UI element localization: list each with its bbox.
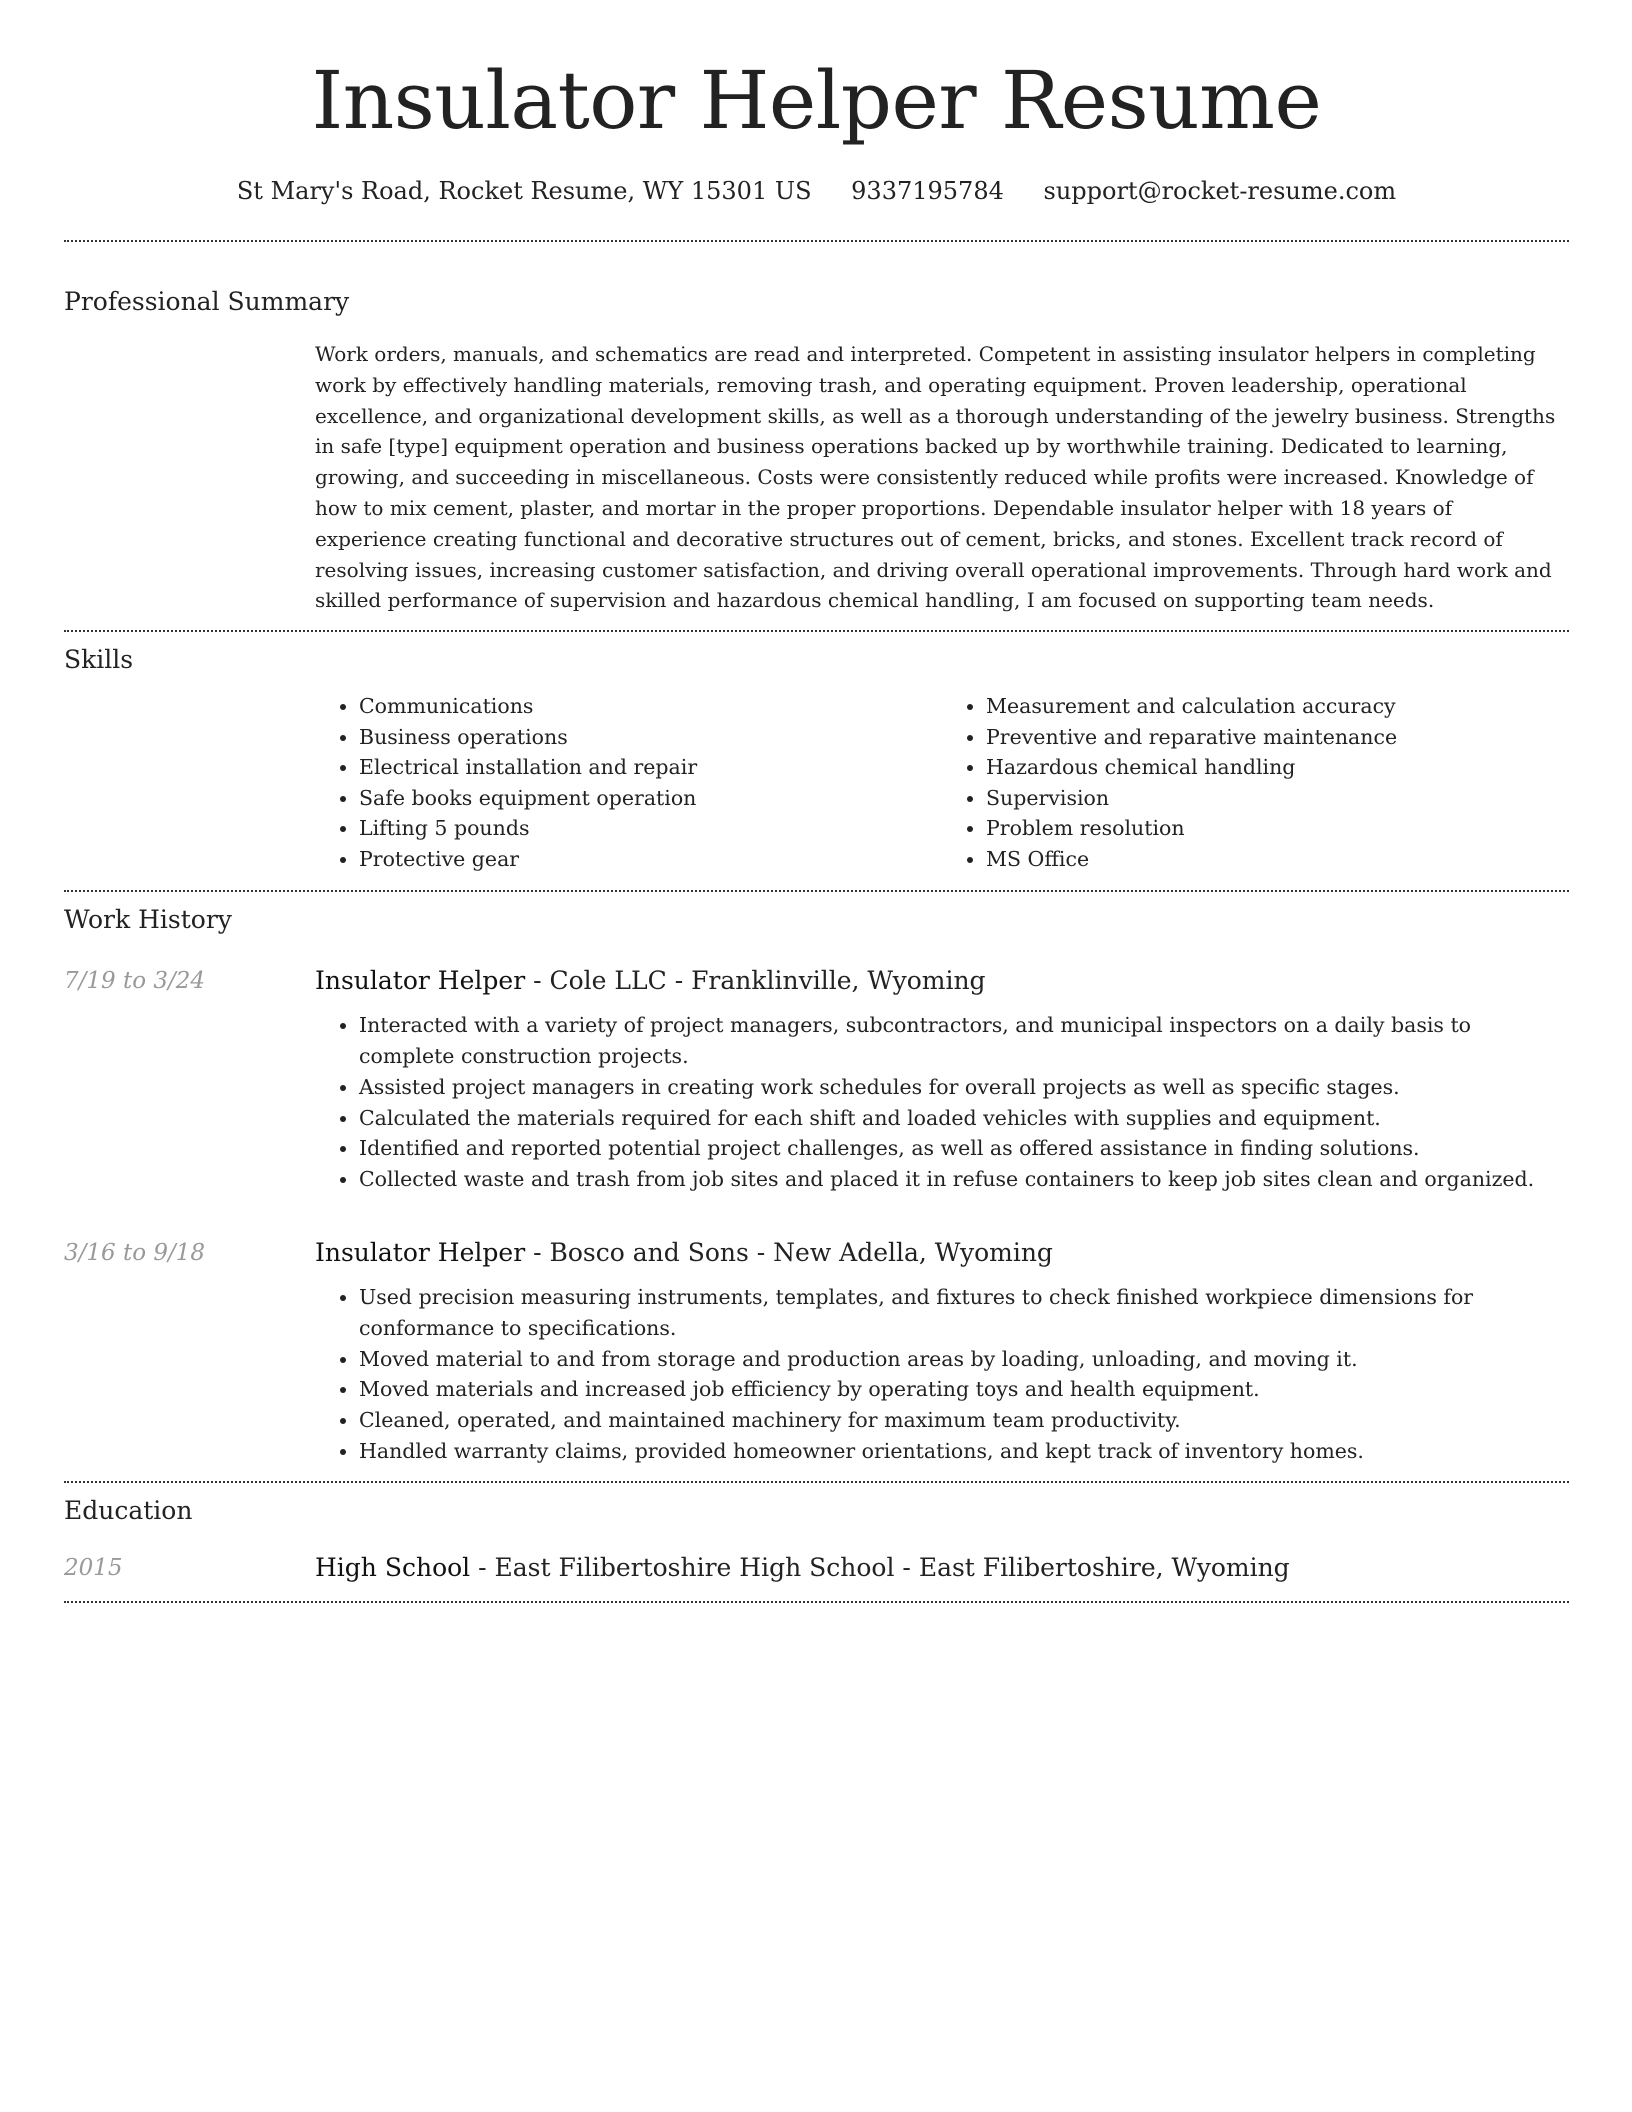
education-heading-line	[315, 1553, 1569, 1583]
resume-page	[64, 0, 1569, 1603]
skill-item: • Problem resolution	[986, 813, 1569, 844]
job-bullet: • Collected waste and trash from job sites and placed it in refuse containers to keep job sites clean and organized.	[359, 1164, 1569, 1195]
job-bullet: • Identified and reported potential project challenges, as well as offered assistance in finding solutions.	[359, 1133, 1569, 1164]
contact-info	[64, 176, 1569, 206]
contact-phone: 9337195784	[851, 177, 1004, 205]
education-heading: Education	[64, 1495, 193, 1525]
job-entry	[64, 966, 1569, 1195]
skill-item: • Communications	[359, 691, 942, 722]
job-employer: - Bosco and Sons - New Adella, Wyoming	[525, 1237, 1053, 1267]
education-school: - East Filibertoshire High School - East Filibertoshire, Wyoming	[470, 1552, 1290, 1582]
job-bullet: • Interacted with a variety of project managers, subcontractors, and municipal inspectors on a daily basis to complete construction projects.	[359, 1010, 1569, 1072]
resume-title: Insulator Helper Resume	[311, 54, 1322, 147]
skill-item: • Protective gear	[359, 844, 942, 875]
job-entry	[64, 1238, 1569, 1481]
job-bullet: • Calculated the materials required for each shift and loaded vehicles with supplies and equipment.	[359, 1103, 1569, 1134]
skills-list	[315, 691, 1569, 890]
summary-section	[64, 242, 1569, 630]
education-section	[64, 1483, 1569, 1601]
job-title: Insulator Helper	[315, 966, 526, 996]
job-employer: - Cole LLC - Franklinville, Wyoming	[525, 966, 986, 996]
skill-item: • Hazardous chemical handling	[986, 752, 1569, 783]
contact-email: support@rocket-resume.com	[1043, 177, 1397, 205]
education-degree: High School	[315, 1552, 471, 1582]
summary-body	[315, 339, 1569, 630]
work-history-section	[64, 892, 1569, 1481]
job-dates: 3/16 to 9/18	[64, 1239, 206, 1266]
skills-heading: Skills	[64, 645, 134, 675]
skill-item: • Electrical installation and repair	[359, 752, 942, 783]
job-bullet: • Moved material to and from storage and production areas by loading, unloading, and moving it.	[359, 1344, 1569, 1375]
job-bullet: • Handled warranty claims, provided homeowner orientations, and kept track of inventory homes.	[359, 1436, 1569, 1467]
job-bullet: • Cleaned, operated, and maintained machinery for maximum team productivity.	[359, 1405, 1569, 1436]
contact-address: St Mary's Road, Rocket Resume, WY 15301 US	[236, 177, 812, 205]
skill-item: • MS Office	[986, 844, 1569, 875]
skills-column-right	[942, 691, 1569, 874]
skill-item: • Safe books equipment operation	[359, 783, 942, 814]
skill-item: • Supervision	[986, 783, 1569, 814]
education-year: 2015	[64, 1554, 123, 1581]
skills-section	[64, 632, 1569, 890]
job-title: Insulator Helper	[315, 1237, 526, 1267]
skill-item: • Measurement and calculation accuracy	[986, 691, 1569, 722]
education-entry	[64, 1553, 1569, 1601]
summary-text: Work orders, manuals, and schematics are read and interpreted. Competent in assisting insulator helpers in completing work by effectively handling materials, removing trash, and operating equipment. Proven leadership, operational excellence, and organizational development skills, as well as a thorough understanding of the jewelry business. Strengths in safe [type] equipment operation and business operations backed up by worthwhile training. Dedicated to learning, growing, and succeeding in miscellaneous. Costs were consistently reduced while profits were increased. Knowledge of how to mix cement, plaster, and mortar in the proper proportions. Dependable insulator helper with 18 years of experience creating functional and decorative structures out of cement, bricks, and stones. Excellent track record of resolving issues, increasing customer satisfaction, and driving overall operational improvements. Through hard work and skilled performance of supervision and hazardous chemical handling, I am focused on supporting team needs.	[315, 342, 1556, 613]
skills-column-left	[315, 691, 942, 874]
job-bullets	[315, 1010, 1569, 1195]
skill-item: • Lifting 5 pounds	[359, 813, 942, 844]
job-heading	[315, 1238, 1569, 1268]
work-history-heading: Work History	[64, 905, 232, 935]
divider	[64, 1601, 1569, 1603]
job-bullets	[315, 1282, 1569, 1467]
skill-item: • Preventive and reparative maintenance	[986, 722, 1569, 753]
job-bullet: • Used precision measuring instruments, templates, and fixtures to check finished workpiece dimensions for conformance to specifications.	[359, 1282, 1569, 1344]
summary-heading: Professional Summary	[64, 287, 350, 316]
job-heading	[315, 966, 1569, 996]
job-bullet: • Assisted project managers in creating work schedules for overall projects as well as specific stages.	[359, 1072, 1569, 1103]
skill-item: • Business operations	[359, 722, 942, 753]
job-bullet: • Moved materials and increased job efficiency by operating toys and health equipment.	[359, 1374, 1569, 1405]
job-dates: 7/19 to 3/24	[64, 968, 206, 995]
